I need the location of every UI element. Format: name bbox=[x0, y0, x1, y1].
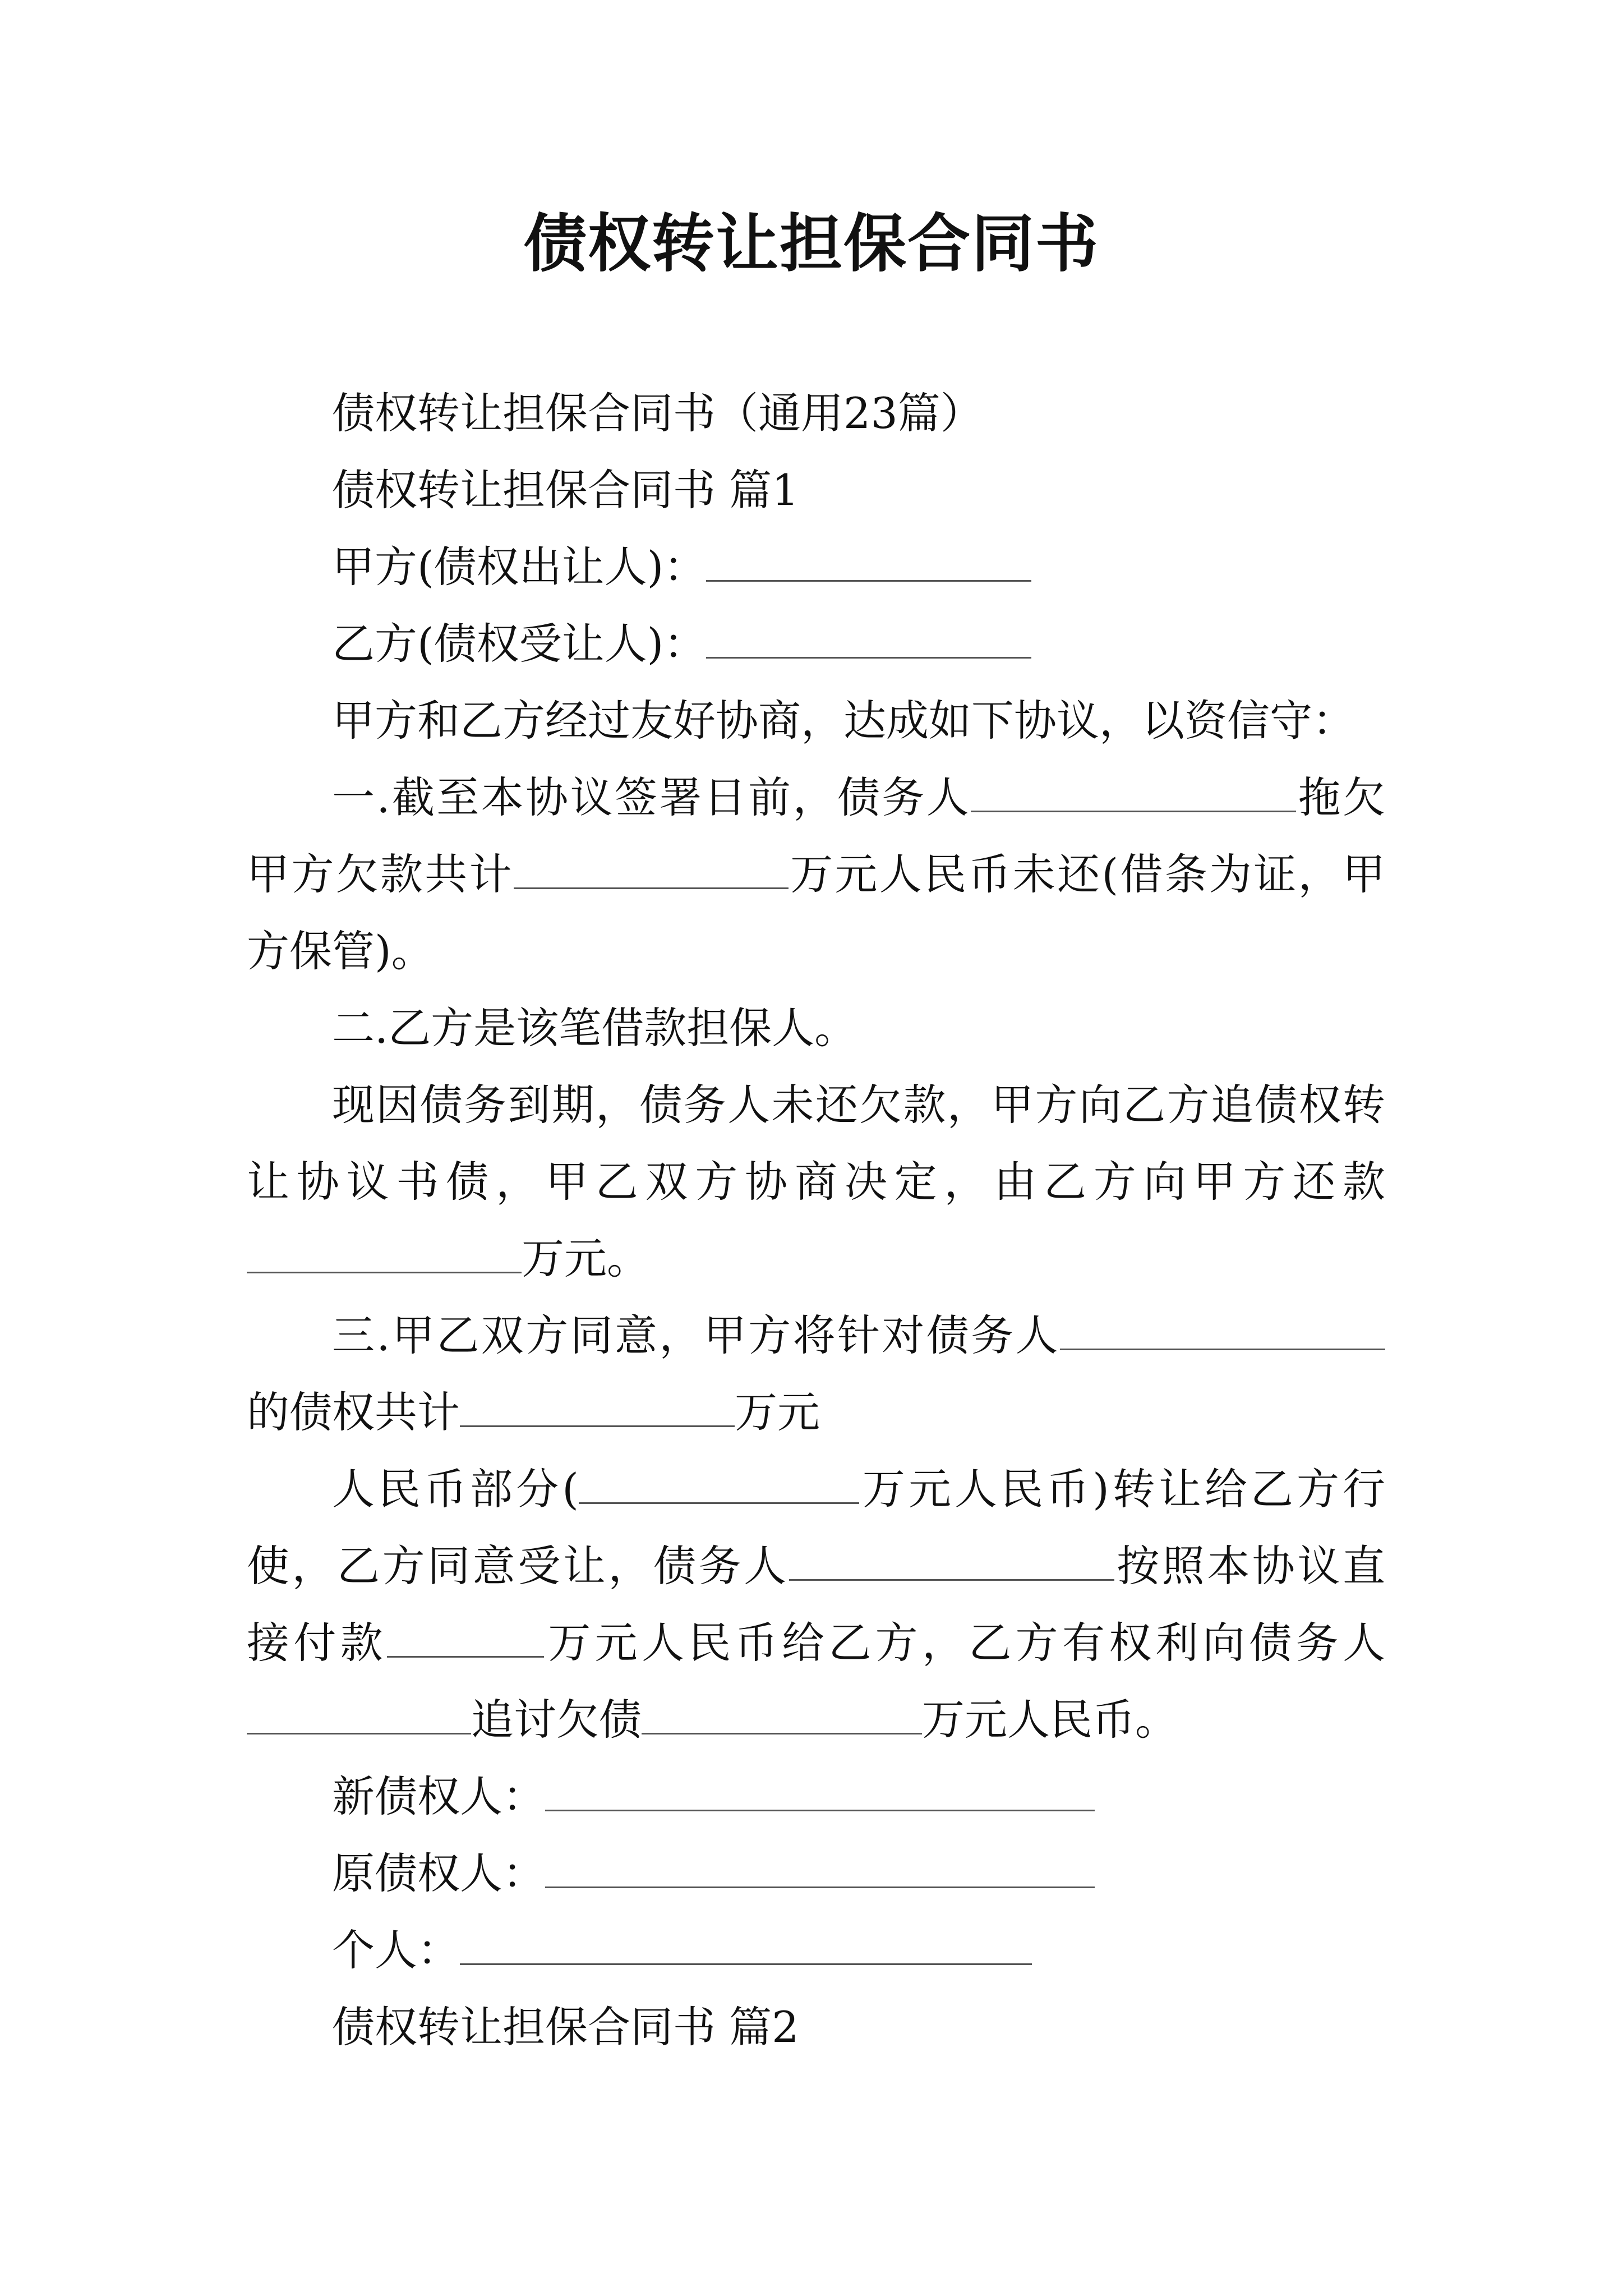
clause-1-text-1: 一.截至本协议签署日前，债务人 bbox=[332, 772, 971, 822]
clause-3-text-2: 的债权共计 bbox=[247, 1387, 460, 1437]
document-title: 债权转让担保合同书 bbox=[524, 207, 1099, 280]
clause-3b-debtor-blank bbox=[789, 1547, 1114, 1581]
party-b-blank bbox=[706, 624, 1031, 659]
clause-3b-text-7: 追讨欠债 bbox=[471, 1695, 642, 1745]
clause-3-text-1: 三.甲乙双方同意，甲方将针对债务人 bbox=[332, 1310, 1060, 1360]
party-b-line bbox=[247, 605, 1385, 682]
clause-3b-text-2: 万元人民币)转让给乙方行 bbox=[859, 1464, 1385, 1514]
payment-amount-blank bbox=[387, 1623, 544, 1658]
clause-2b-text-3: 万元。 bbox=[522, 1234, 649, 1283]
original-creditor-line bbox=[247, 1835, 1385, 1912]
clause-2b-line-1: 现因债务到期，债务人未还欠款，甲方向乙方追债权转 bbox=[332, 1080, 1385, 1130]
clause-3b-debtor-blank-2 bbox=[247, 1700, 471, 1734]
clause-2b-line-2: 让协议书债，甲乙双方协商决定，由乙方向甲方还款 bbox=[247, 1157, 1385, 1207]
debt-amount-blank bbox=[514, 855, 789, 889]
individual-line bbox=[247, 1912, 1385, 1989]
clause-3b-text-5: 接付款 bbox=[247, 1618, 387, 1668]
clause-1-line-3: 方保管)。 bbox=[247, 926, 434, 976]
party-a-blank bbox=[706, 547, 1031, 582]
clause-2: 二.乙方是该笔借款担保人。 bbox=[332, 1003, 857, 1053]
clause-3-line-2 bbox=[247, 1374, 1385, 1451]
clause-2b-line-3 bbox=[247, 1220, 1385, 1297]
clause-3b-text-3: 使，乙方同意受让，债务人 bbox=[247, 1541, 789, 1591]
debtor-blank bbox=[971, 778, 1296, 812]
clause-3-line-1 bbox=[247, 1297, 1385, 1374]
section-2-heading: 债权转让担保合同书 篇2 bbox=[332, 2002, 799, 2052]
clause-3b-line-2 bbox=[247, 1527, 1385, 1604]
party-a-label: 甲方(债权出让人)： bbox=[332, 542, 707, 592]
clause-1-text-3: 甲方欠款共计 bbox=[247, 849, 514, 899]
clause-1-line-2 bbox=[247, 836, 1385, 913]
claim-total-blank bbox=[460, 1393, 735, 1427]
original-creditor-blank bbox=[545, 1854, 1095, 1888]
clause-1-line-1 bbox=[247, 759, 1385, 836]
clause-3b-line-1 bbox=[247, 1451, 1385, 1527]
document-body bbox=[247, 375, 1385, 2065]
transfer-amount-blank bbox=[579, 1470, 859, 1504]
clause-1-text-4: 万元人民币未还(借条为证，甲 bbox=[788, 849, 1385, 899]
new-creditor-line bbox=[247, 1758, 1385, 1835]
clause-3b-text-4: 按照本协议直 bbox=[1114, 1541, 1386, 1591]
party-a-line bbox=[247, 528, 1385, 605]
clause-3-debtor-blank bbox=[1060, 1316, 1385, 1350]
clause-1-text-2: 拖欠 bbox=[1296, 772, 1385, 822]
clause-3b-text-8: 万元人民币。 bbox=[922, 1695, 1178, 1745]
individual-label: 个人： bbox=[332, 1925, 460, 1975]
clause-3b-line-3 bbox=[247, 1604, 1385, 1681]
new-creditor-label: 新债权人： bbox=[332, 1772, 545, 1821]
new-creditor-blank bbox=[545, 1777, 1095, 1811]
document-subtitle: 债权转让担保合同书（通用23篇） bbox=[332, 388, 983, 438]
party-b-label: 乙方(债权受让人)： bbox=[332, 619, 707, 669]
intro-paragraph: 甲方和乙方经过友好协商，达成如下协议，以资信守： bbox=[332, 696, 1355, 746]
clause-3b-line-4 bbox=[247, 1681, 1385, 1758]
section-1-heading: 债权转让担保合同书 篇1 bbox=[332, 465, 799, 515]
recovery-amount-blank bbox=[642, 1700, 922, 1734]
clause-3-text-3: 万元 bbox=[735, 1387, 820, 1437]
original-creditor-label: 原债权人： bbox=[332, 1848, 545, 1898]
repayment-amount-blank bbox=[247, 1239, 522, 1273]
clause-3b-text-6: 万元人民币给乙方，乙方有权利向债务人 bbox=[544, 1618, 1385, 1668]
individual-blank bbox=[460, 1931, 1032, 1965]
clause-3b-text-1: 人民币部分( bbox=[332, 1464, 579, 1514]
